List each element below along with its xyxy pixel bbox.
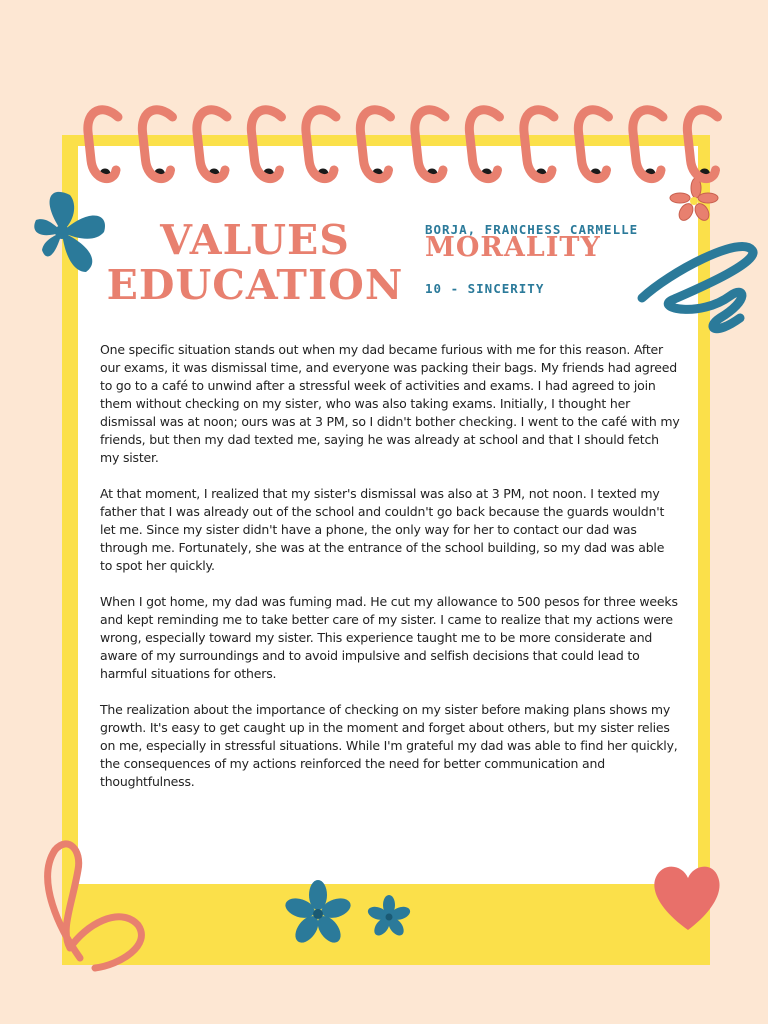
essay-paragraph: At that moment, I realized that my sister's dismissal was also at 3 PM, not noon. I texted my father that I was already out of the school and couldn't go back because the guards wouldn't let me. Since my sister didn't have a phone, the only way for her to contact our dad was through me. Fortunately, she was at the entrance of the school building, so my dad was able to spot her quickly. bbox=[100, 486, 665, 573]
spiral-ring bbox=[251, 110, 281, 179]
squiggle-right-icon bbox=[642, 247, 753, 329]
spiral-ring bbox=[88, 110, 118, 179]
scribble-bottom-left-icon bbox=[48, 844, 142, 968]
flower-bottom-large-icon bbox=[283, 880, 353, 947]
spiral-ring bbox=[687, 110, 717, 179]
spiral-ring bbox=[142, 110, 172, 179]
author-name: BORJA, FRANCHESS CARMELLE bbox=[425, 222, 639, 237]
title-line-education: EDUCATION bbox=[106, 261, 404, 309]
spiral-ring bbox=[197, 110, 227, 179]
section-label: 10 - SINCERITY bbox=[425, 281, 545, 296]
flower-right-icon bbox=[670, 178, 718, 223]
essay-paragraph: When I got home, my dad was fuming mad. He cut my allowance to 500 pesos for three weeks and kept reminding me to take better care of my sister. I came to realize that my actions were wrong, especially toward my sister. This experience taught me to be more considerate and aware of my surroundings and to avoid impulsive and selfish decisions that could lead to harmful situations for others. bbox=[100, 594, 678, 681]
title-block bbox=[105, 218, 405, 308]
essay-paragraph: The realization about the importance of checking on my sister before making plans shows my growth. It's easy to get caught up in the moment and forget about others, but my sister relies on me, especially in stressful situations. While I'm grateful my dad was able to find her quickly, the consequences of my actions reinforced the need for better communication and thoughtfulness. bbox=[100, 702, 678, 789]
subtitle-morality: MORALITY bbox=[425, 232, 601, 263]
essay-paragraph: One specific situation stands out when my dad became furious with me for this reason. After our exams, it was dismissal time, and everyone was packing their bags. My friends had agreed to go to a café to unwind after a stressful week of activities and exams. I had agreed to join them without checking on my sister, who was also taking exams. Initially, I thought her dismissal was at noon; ours was at 3 PM, so I didn't bother checking. I went to the café with my friends, but then my dad texted me, saying he was already at school and that I should fetch my sister. bbox=[100, 342, 680, 465]
leaf-flower-left-icon bbox=[34, 192, 105, 272]
spiral-ring bbox=[578, 110, 608, 179]
spiral-ring bbox=[633, 110, 663, 179]
spiral-binding-icon bbox=[88, 110, 718, 180]
heart-icon bbox=[654, 867, 719, 930]
flower-bottom-small-icon bbox=[366, 895, 412, 938]
spiral-ring bbox=[469, 110, 499, 179]
spiral-ring bbox=[306, 110, 336, 179]
spiral-ring bbox=[360, 110, 390, 179]
spiral-ring bbox=[415, 110, 445, 179]
title-line-values: VALUES bbox=[160, 216, 350, 264]
spiral-ring bbox=[524, 110, 554, 179]
essay-body bbox=[100, 341, 680, 809]
